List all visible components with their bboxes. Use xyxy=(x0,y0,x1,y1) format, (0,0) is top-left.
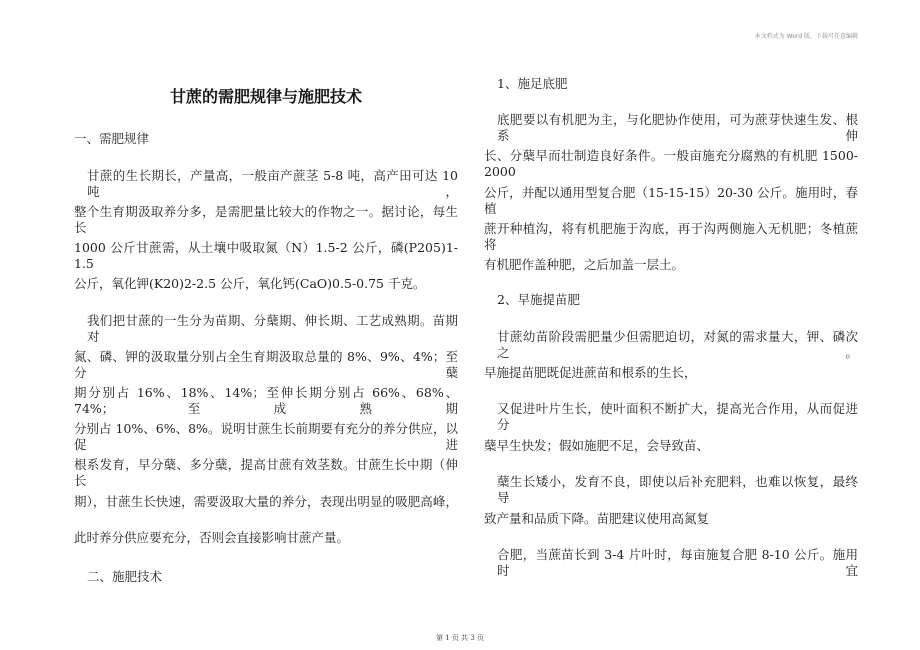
section-heading: 二、施肥技术 xyxy=(87,569,163,584)
text-line: 此时养分供应要充分，否则会直接影响甘蔗产量。 xyxy=(74,530,350,545)
text-line: 蘖生长矮小，发育不良，即使以后补充肥料，也难以恢复，最终导 xyxy=(497,474,858,505)
page-footer: 第 1 页 共 3 页 xyxy=(435,634,485,642)
text-line: 1000 公斤甘蔗需，从土壤中吸取氮（N）1.5-2 公斤，磷(P205)1-1.5 xyxy=(74,240,458,271)
section-heading: 一、需肥规律 xyxy=(74,131,150,146)
text-line: 期），甘蔗生长快速，需要汲取大量的养分，表现出明显的吸肥高峰， xyxy=(74,494,458,509)
text-line: 致产量和品质下降。苗肥建议使用高氮复 xyxy=(484,511,710,526)
text-line: 期分别占 16%、18%、14%；至伸长期分别占 66%、68%、74%；至成熟期 xyxy=(74,385,458,416)
text-line: 又促进叶片生长，使叶面积不断扩大，提高光合作用，从而促进分 xyxy=(497,401,858,432)
text-line: 分别占 10%、6%、8%。说明甘蔗生长前期要有充分的养分供应，以促进 xyxy=(74,421,458,452)
subsection-heading: 2、早施提苗肥 xyxy=(497,292,580,307)
text-line: 有机肥作盖种肥，之后加盖一层土。 xyxy=(484,257,685,272)
text-line: 合肥，当蔗苗长到 3-4 片叶时，每亩施复合肥 8-10 公斤。施用时宜 xyxy=(497,547,858,578)
text-line: 公斤，氧化钾(K20)2-2.5 公斤，氧化钙(CaO)0.5-0.75 千克。 xyxy=(74,276,426,291)
text-line: 整个生育期汲取养分多，是需肥量比较大的作物之一。据讨论，每生长 xyxy=(74,204,458,235)
text-line: 公斤，并配以通用型复合肥（15-15-15）20-30 公斤。施用时，春植 xyxy=(484,185,858,216)
text-line: 长、分蘖早而壮制造良好条件。一般亩施充分腐熟的有机肥 1500-2000 xyxy=(484,148,858,179)
text-line: 氮、磷、钾的汲取量分别占全生育期汲取总量的 8%、9%、4%；至分蘖 xyxy=(74,349,458,380)
header-note: 本文档式为 Word 版，下载可任意编辑 xyxy=(754,33,858,40)
subsection-heading: 1、施足底肥 xyxy=(497,76,568,91)
text-line: 早施提苗肥既促进蔗苗和根系的生长， xyxy=(484,365,697,380)
text-line: 甘蔗的生长期长，产量高，一般亩产蔗茎 5-8 吨，高产田可达 10 吨， xyxy=(87,168,458,199)
text-line: 根系发育，早分蘖、多分蘖，提高甘蔗有效茎数。甘蔗生长中期（伸长 xyxy=(74,457,458,488)
text-line: 底肥要以有机肥为主，与化肥协作使用，可为蔗芽快速生发、根系伸 xyxy=(497,112,858,143)
text-line: 我们把甘蔗的一生分为苗期、分蘖期、伸长期、工艺成熟期。苗期对 xyxy=(87,313,458,344)
text-line: 蔗开种植沟，将有机肥施于沟底，再于沟两侧施入无机肥；冬植蔗将 xyxy=(484,221,858,252)
text-line: 蘖早生快发；假如施肥不足，会导致苗、 xyxy=(484,438,710,453)
text-line: 甘蔗幼苗阶段需肥量少但需肥迫切，对氮的需求量大，钾、磷次之。 xyxy=(497,329,858,360)
document-title: 甘蔗的需肥规律与施肥技术 xyxy=(169,87,362,106)
